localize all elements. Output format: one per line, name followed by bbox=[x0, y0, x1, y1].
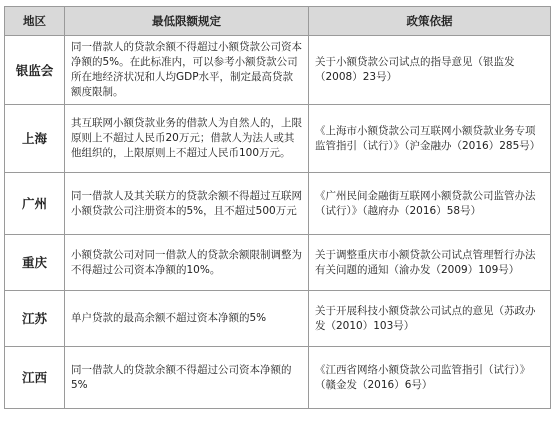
loan-limit-policy-table bbox=[4, 6, 551, 409]
table-row bbox=[5, 36, 551, 105]
region-cell: 重庆 bbox=[5, 235, 65, 291]
limit-rule-cell: 其互联网小额贷款业务的借款人为自然人的，上限原则上不超过人民币20万元；借款人为法人或其他组织的，上限原则上不超过人民币100万元。 bbox=[65, 105, 309, 173]
policy-basis-cell: 《上海市小额贷款公司互联网小额贷款业务专项监管指引（试行）》（沪金融办（2016）285号） bbox=[309, 105, 551, 173]
table-row bbox=[5, 173, 551, 235]
policy-basis-cell: 关于调整重庆市小额贷款公司试点管理暂行办法有关问题的通知（渝办发（2009）109号） bbox=[309, 235, 551, 291]
policy-basis-cell: 关于小额贷款公司试点的指导意见（银监发（2008）23号） bbox=[309, 36, 551, 105]
header-row bbox=[5, 7, 551, 36]
region-cell: 江苏 bbox=[5, 291, 65, 347]
policy-basis-cell: 关于开展科技小额贷款公司试点的意见（苏政办发（2010）103号） bbox=[309, 291, 551, 347]
region-cell: 江西 bbox=[5, 347, 65, 409]
policy-basis-cell: 《广州民间金融街互联网小额贷款公司监管办法（试行）》（越府办（2016）58号） bbox=[309, 173, 551, 235]
limit-rule-cell: 同一借款人及其关联方的贷款余额不得超过互联网小额贷款公司注册资本的5%，且不超过500万元 bbox=[65, 173, 309, 235]
header-policy-basis: 政策依据 bbox=[309, 7, 551, 36]
table-row bbox=[5, 347, 551, 409]
region-cell: 上海 bbox=[5, 105, 65, 173]
limit-rule-cell: 小额贷款公司对同一借款人的贷款余额限制调整为不得超过公司资本净额的10%。 bbox=[65, 235, 309, 291]
table-row bbox=[5, 235, 551, 291]
header-max-limit-rule: 最低限额规定 bbox=[65, 7, 309, 36]
limit-rule-cell: 单户贷款的最高余额不超过资本净额的5% bbox=[65, 291, 309, 347]
region-cell: 广州 bbox=[5, 173, 65, 235]
header-region: 地区 bbox=[5, 7, 65, 36]
table-header bbox=[5, 7, 551, 36]
policy-table-container bbox=[4, 6, 551, 409]
table-row bbox=[5, 291, 551, 347]
table-row bbox=[5, 105, 551, 173]
region-cell: 银监会 bbox=[5, 36, 65, 105]
limit-rule-cell: 同一借款人的贷款余额不得超过公司资本净额的5% bbox=[65, 347, 309, 409]
policy-basis-cell: 《江西省网络小额贷款公司监管指引（试行）》（赣金发（2016）6号） bbox=[309, 347, 551, 409]
limit-rule-cell: 同一借款人的贷款余额不得超过小额贷款公司资本净额的5%。在此标准内，可以参考小额贷款公司所在地经济状况和人均GDP水平，制定最高贷款额度限制。 bbox=[65, 36, 309, 105]
table-body bbox=[5, 36, 551, 409]
